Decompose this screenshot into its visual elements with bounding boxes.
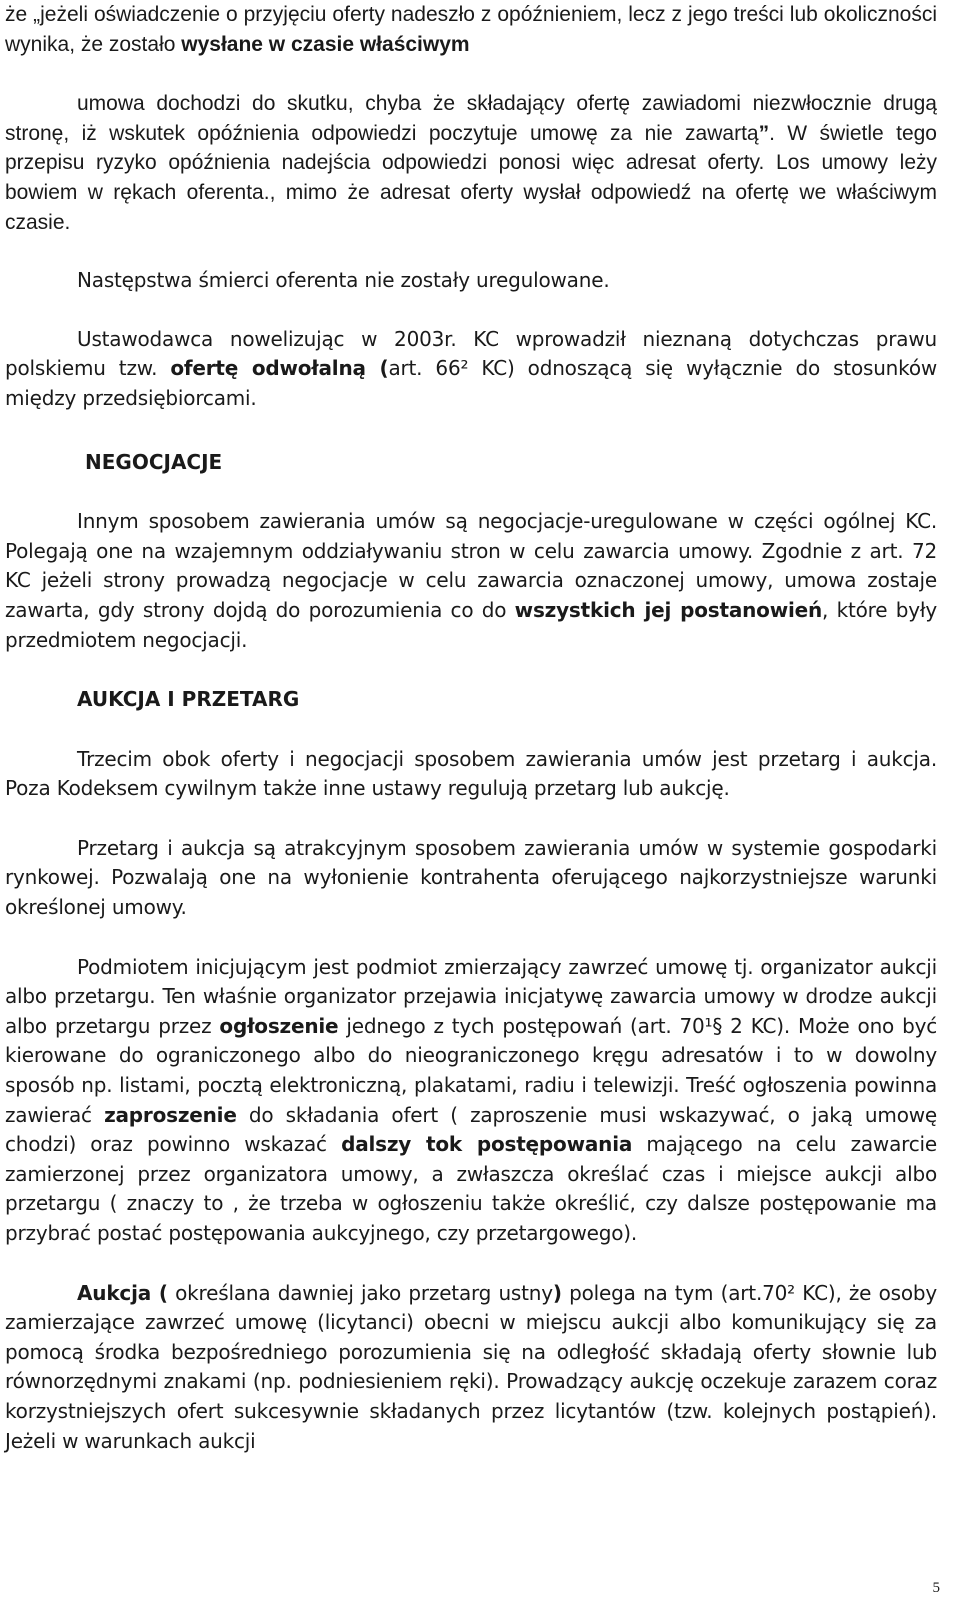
paragraph-attractive-method: [5, 834, 937, 923]
text-span: art. 66² KC) odnoszącą się wyłącznie do stosunków między przedsiębiorcami.: [5, 356, 938, 410]
document-page: [5, 0, 937, 1456]
bold-phrase: dalszy tok postępowania: [341, 1132, 633, 1157]
text-span: , które były przedmiotem negocjacji.: [5, 597, 937, 652]
bold-phrase: ogłoszenie: [219, 1013, 339, 1038]
text-span: Ustawodawca nowelizując w 2003r. KC wprowadził nieznaną dotychczas prawu polskiemu tzw.: [5, 326, 937, 381]
text-span: umowa dochodzi do skutku, chyba że składający ofertę zawiadomi niezwłocznie drugą stronę, iż wskutek opóźnienia odpowiedzi poczytuje umowę za nie zawartą: [5, 92, 937, 145]
paragraph-negotiations: [5, 507, 937, 655]
text-span: Podmiotem inicjującym jest podmiot zmierzający zawrzeć umowę tj. organizator aukcji albo przetargu. Ten właśnie organizator przejawia inicjatywę zawarcia umowy w drodze aukcji albo przetargu przez: [5, 954, 937, 1038]
paragraph-initiating-party: [5, 953, 937, 1249]
bold-phrase: zaproszenie: [104, 1102, 237, 1127]
text-span: Los umowy leży bowiem w rękach oferenta.: [5, 151, 937, 204]
text-span: , mimo że adresat oferty wysłał odpowiedź na ofertę we właściwym czasie.: [5, 180, 937, 234]
bold-phrase: ofertę odwołalną (: [170, 356, 389, 381]
bold-phrase: wysłane w czasie właściwym: [181, 32, 470, 56]
paragraph-revocable-offer: [5, 325, 937, 414]
section-heading-aukcja-i-przetarg: AUKCJA I PRZETARG: [77, 687, 300, 712]
text-span: do składania ofert ( zaproszenie musi wskazywać, o jaką umowę chodzi) oraz powinno wskazać: [5, 1102, 937, 1157]
paragraph-auction: [5, 1279, 937, 1457]
text-span: że „jeżeli oświadczenie o przyjęciu oferty nadeszło z opóźnieniem, lecz z jego treści lub okoliczności wynika, że zostało: [5, 3, 937, 56]
text-span: Trzecim obok oferty i negocjacji sposobem zawierania umów jest przetarg i aukcja. Poza Kodeksem cywilnym także inne ustawy regulują przetarg lub aukcję.: [5, 746, 937, 801]
text-span: określana dawniej jako przetarg ustny: [167, 1280, 553, 1305]
bold-phrase: ): [552, 1280, 562, 1305]
text-span: Przetarg i aukcja są atrakcyjnym sposobem zawierania umów w systemie gospodarki rynkowej. Pozwalają one na wyłonienie kontrahenta oferującego najkorzystniejsze warunki określonej umowy.: [5, 835, 937, 920]
paragraph-late-acceptance: [5, 89, 937, 237]
text-span: . W świetle tego przepisu ryzyko opóźnienia nadejścia odpowiedzi ponosi więc adresat oferty.: [5, 121, 937, 175]
section-heading-negocjacje: NEGOCJACJE: [85, 449, 223, 474]
paragraph-intro-continuation: [5, 0, 937, 59]
bold-phrase: ”: [758, 121, 770, 145]
paragraph-third-method: [5, 745, 937, 804]
page-number: 5: [932, 1580, 940, 1596]
text-span: jednego z tych postępowań (art. 70¹§ 2 KC). Może ono być kierowane do ograniczonego albo do nieograniczonego kręgu adresatów i to w dowolny sposób np. listami, pocztą elektroniczną, plakatami, radiu i telewizji. Treść ogłoszenia powinna zawierać: [5, 1013, 937, 1127]
text-span: polega na tym (art.70² KC), że osoby zamierzające zawrzeć umowę (licytanci) obecni w miejscu aukcji albo komunikujący się za pomocą środka bezpośredniego porozumienia się na odległość składają oferty słownie lub równorzędnymi znakami (np. podniesieniem ręki). Prowadzący aukcję oczekuje zarazem coraz korzystniejszych ofert sukcesywnie składanych przez licytantów (tzw. kolejnych postąpień). Jeżeli w warunkach aukcji: [5, 1280, 937, 1453]
text-span: mającego na celu zawarcie zamierzonej przez organizatora umowy, a zwłaszcza określać czas i miejsce aukcji albo przetargu ( znaczy to , że trzeba w ogłoszeniu także określić, czy dalsze postępowanie ma przybrać postać postępowania aukcyjnego, czy przetargowego).: [5, 1132, 937, 1245]
paragraph-death-of-offeror: [5, 266, 937, 296]
bold-phrase: wszystkich jej postanowień: [514, 597, 823, 622]
bold-phrase: Aukcja (: [77, 1280, 168, 1305]
text-span: Następstwa śmierci oferenta nie zostały uregulowane.: [77, 268, 610, 293]
text-span: Innym sposobem zawierania umów są negocjacje-uregulowane w części ogólnej KC. Polegają one na wzajemnym oddziaływaniu stron w celu zawarcia umowy. Zgodnie z art. 72 KC jeżeli strony prowadzą negocjacje w celu zawarcia oznaczonej umowy, umowa zostaje zawarta, gdy strony dojdą do porozumienia co do: [5, 509, 937, 622]
